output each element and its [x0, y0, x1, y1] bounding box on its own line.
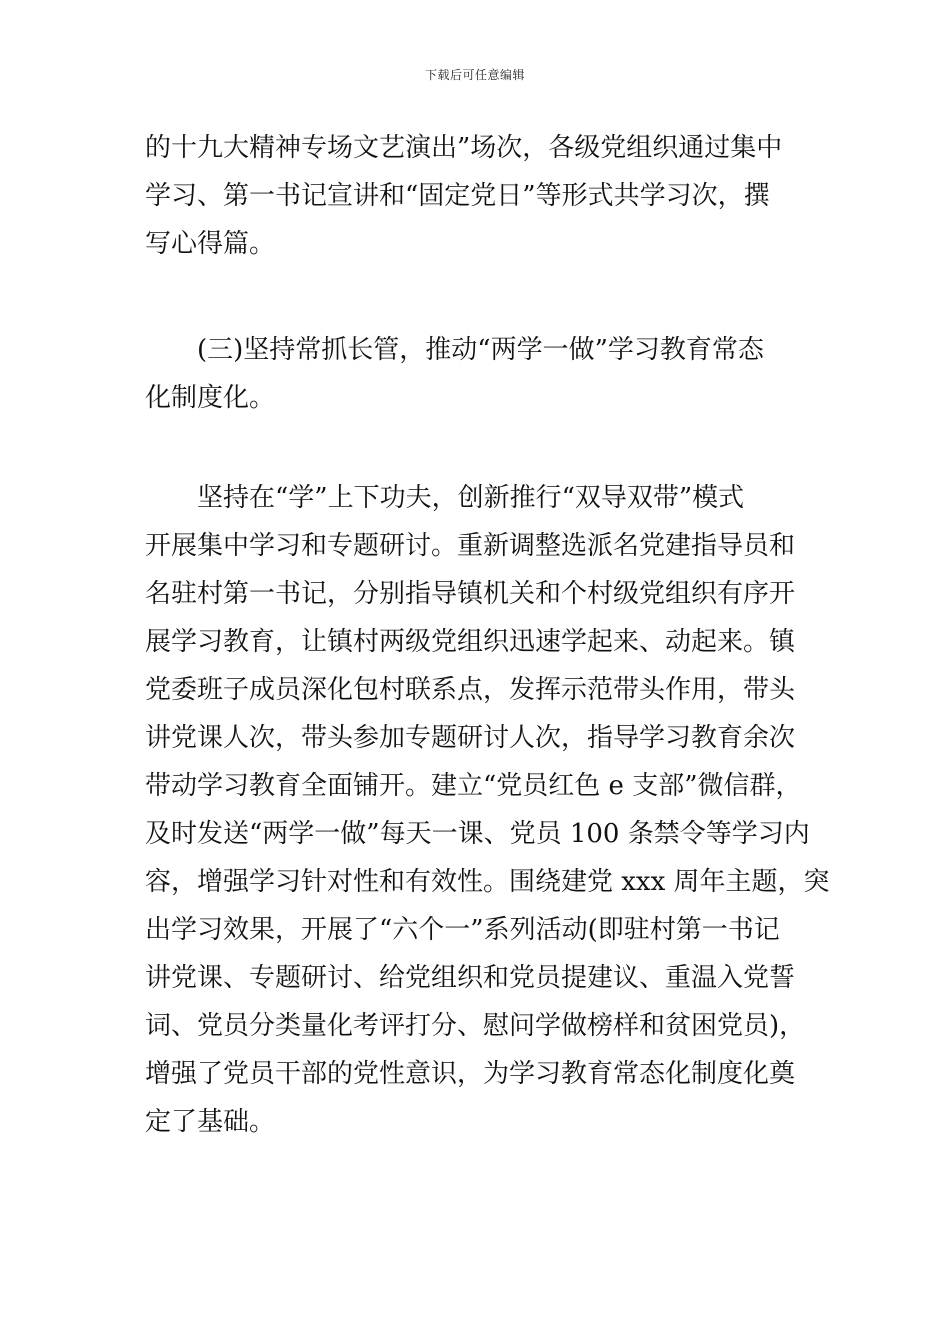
paragraph-line: 词、党员分类量化考评打分、慰问学做榜样和贫困党员)，: [145, 1011, 806, 1041]
paragraph-line: 增强了党员干部的党性意识，为学习教育常态化制度化奠: [145, 1059, 796, 1089]
paragraph-line: 坚持在“学”上下功夫，创新推行“双导双带”模式: [197, 483, 745, 513]
paragraph-line: 展学习教育，让镇村两级党组织迅速学起来、动起来。镇: [145, 627, 796, 657]
page-header-note: 下载后可任意编辑: [424, 68, 525, 82]
paragraph-line: 容，增强学习针对性和有效性。围绕建党 xxx 周年主题，突: [145, 867, 830, 897]
paragraph-line: 写心得篇。: [145, 229, 276, 259]
paragraph-line: 带动学习教育全面铺开。建立“党员红色 e 支部”微信群，: [145, 771, 802, 801]
paragraph-line: 出学习效果，开展了“六个一”系列活动(即驻村第一书记: [145, 915, 780, 945]
paragraph-line: 党委班子成员深化包村联系点，发挥示范带头作用，带头: [145, 675, 796, 705]
paragraph-line: 的十九大精神专场文艺演出”场次，各级党组织通过集中: [145, 133, 783, 163]
section-heading-line: (三)坚持常抓长管，推动“两学一做”学习教育常态: [197, 335, 764, 365]
paragraph-line: 学习、第一书记宣讲和“固定党日”等形式共学习次，撰: [145, 181, 770, 211]
section-heading-3: [145, 326, 810, 422]
paragraph-line: 开展集中学习和专题研讨。重新调整选派名党建指导员和: [145, 531, 796, 561]
paragraph-3: [145, 474, 830, 1146]
paragraph-line: 及时发送“两学一做”每天一课、党员 100 条禁令等学习内: [145, 819, 810, 849]
paragraph-line: 定了基础。: [145, 1107, 276, 1137]
section-heading-line: 化制度化。: [145, 383, 276, 413]
paragraph-1: [145, 124, 810, 268]
paragraph-line: 讲党课人次，带头参加专题研讨人次，指导学习教育余次: [145, 723, 796, 753]
paragraph-line: 讲党课、专题研讨、给党组织和党员提建议、重温入党誓: [145, 963, 796, 993]
paragraph-line: 名驻村第一书记，分别指导镇机关和个村级党组织有序开: [145, 579, 796, 609]
